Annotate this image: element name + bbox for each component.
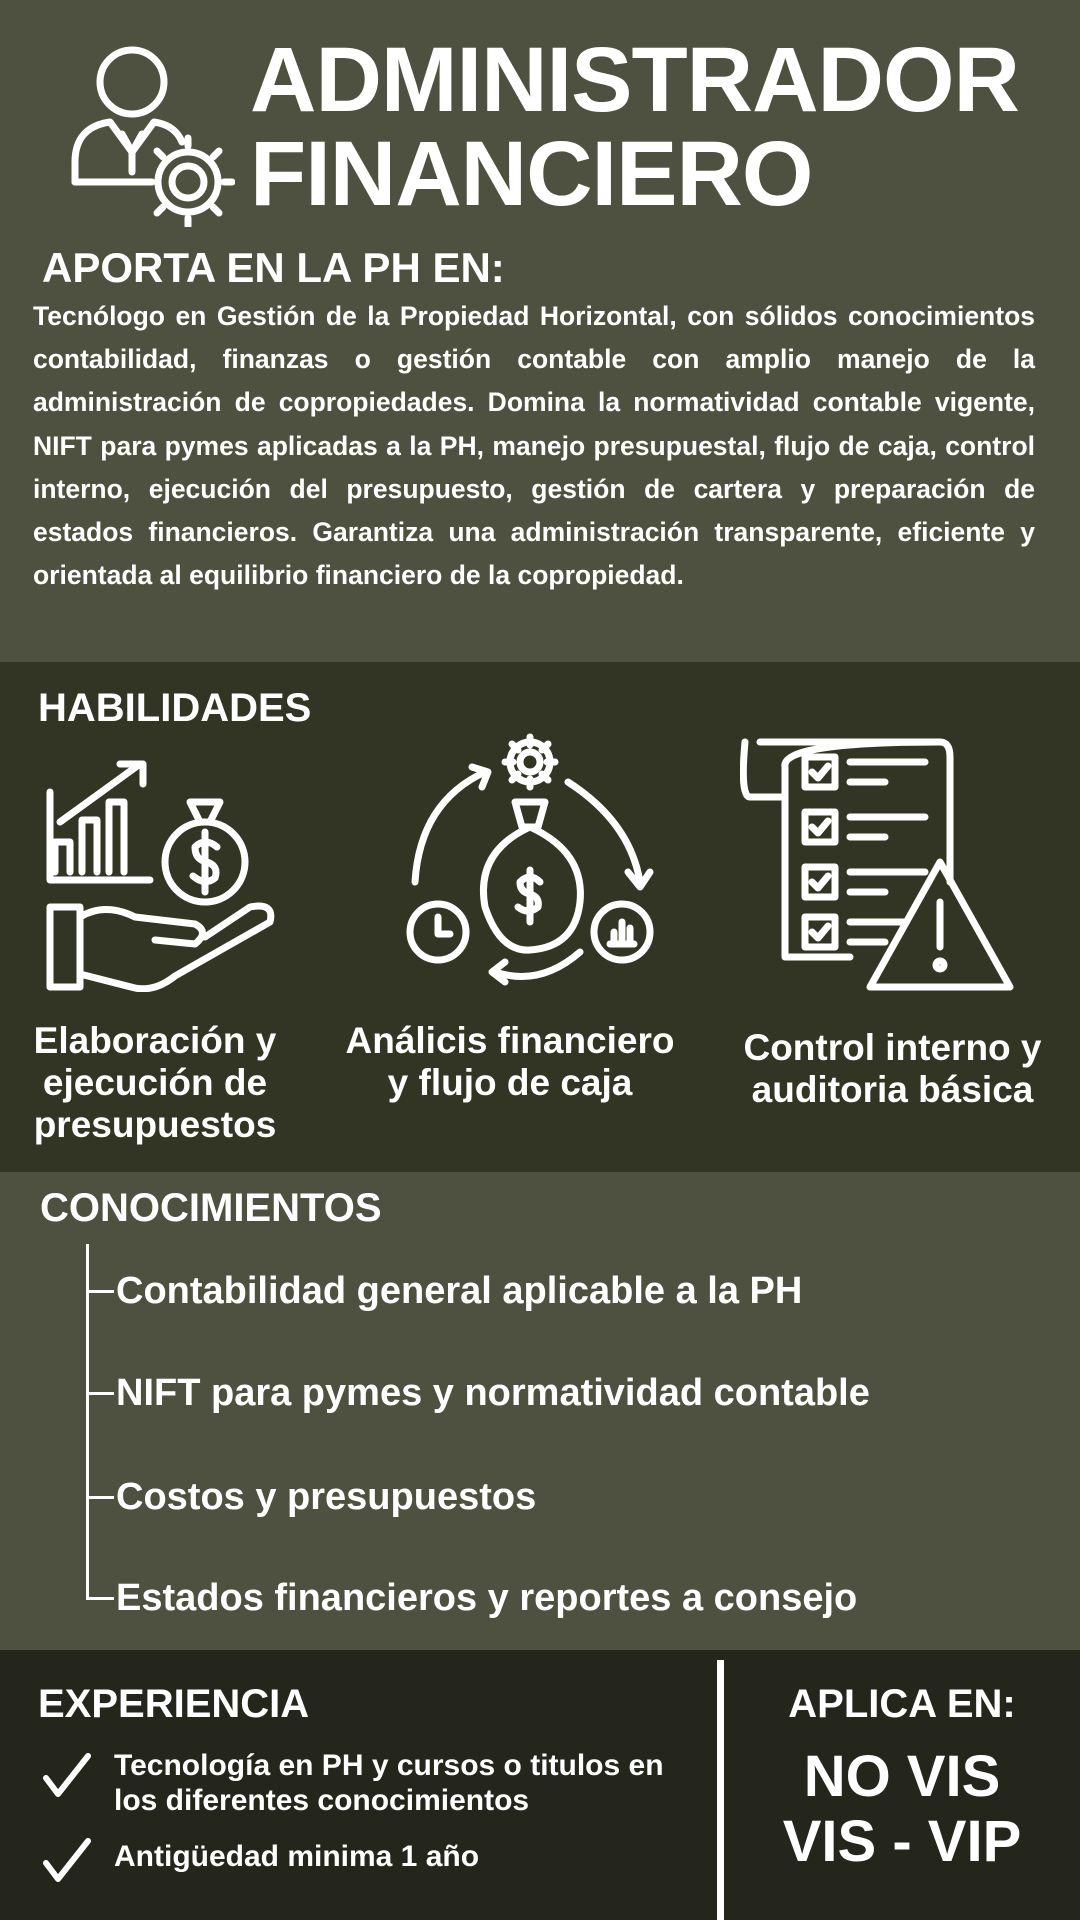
- aplica-line-2: VIS - VIP: [782, 1809, 1022, 1874]
- skill-label-analisis: Análicis financiero y flujo de caja: [345, 1020, 675, 1103]
- money-cycle-icon: [400, 732, 665, 1002]
- checkmark-icon: [42, 1835, 92, 1885]
- checklist-warning-icon: [740, 737, 1015, 997]
- skill-label-presupuestos: Elaboración y ejecución de presupuestos: [33, 1020, 277, 1145]
- tree-branch: [86, 1392, 114, 1395]
- experiencia-heading: EXPERIENCIA: [38, 1682, 310, 1726]
- knowledge-item: Estados financieros y reportes a consejo: [116, 1577, 858, 1619]
- intro-heading: APORTA EN LA PH EN:: [42, 244, 505, 291]
- habilidades-heading: HABILIDADES: [38, 686, 312, 730]
- knowledge-item: Contabilidad general aplicable a la PH: [116, 1270, 803, 1312]
- tree-branch: [86, 1597, 114, 1600]
- checkmark-icon: [42, 1750, 92, 1800]
- divider: [717, 1660, 724, 1920]
- experience-item: Antigüedad minima 1 año: [114, 1840, 480, 1873]
- conocimientos-section: [0, 1172, 1080, 1650]
- knowledge-item: Costos y presupuestos: [116, 1476, 537, 1518]
- tree-line: [86, 1244, 89, 1599]
- tree-branch: [86, 1290, 114, 1293]
- tree-branch: [86, 1496, 114, 1499]
- experience-item: Tecnología en PH y cursos o titulos en los diferentes conocimientos: [114, 1749, 664, 1817]
- habilidades-section: [0, 662, 1080, 1172]
- header-section: [0, 0, 1080, 662]
- aplica-heading: APLICA EN:: [788, 1682, 1016, 1726]
- experiencia-section: [0, 1650, 1080, 1920]
- title-line-2: FINANCIERO: [250, 123, 813, 225]
- financial-admin-icon: [70, 42, 235, 227]
- skill-label-control: Control interno y auditoria básica: [743, 1027, 1042, 1110]
- intro-paragraph: Tecnólogo en Gestión de la Propiedad Horizontal, con sólidos conocimientos contabilidad, finanzas o gestión contable con amplio manejo de la administración de copropiedades. Domina la normatividad contable vigente, NIFT para pymes aplicadas a la PH, manejo presupuestal, flujo de caja, control interno, ejecución del presupuesto, gestión de cartera y preparación de estados financieros. Garantiza una administración transparente, eficiente y orientada al equilibrio financiero de la copropiedad.: [33, 301, 1035, 591]
- budget-hand-icon: [45, 752, 285, 992]
- title-line-1: ADMINISTRADOR: [250, 29, 1019, 131]
- knowledge-item: NIFT para pymes y normatividad contable: [116, 1372, 870, 1414]
- aplica-line-1: NO VIS: [803, 1744, 1001, 1809]
- conocimientos-heading: CONOCIMIENTOS: [40, 1186, 382, 1230]
